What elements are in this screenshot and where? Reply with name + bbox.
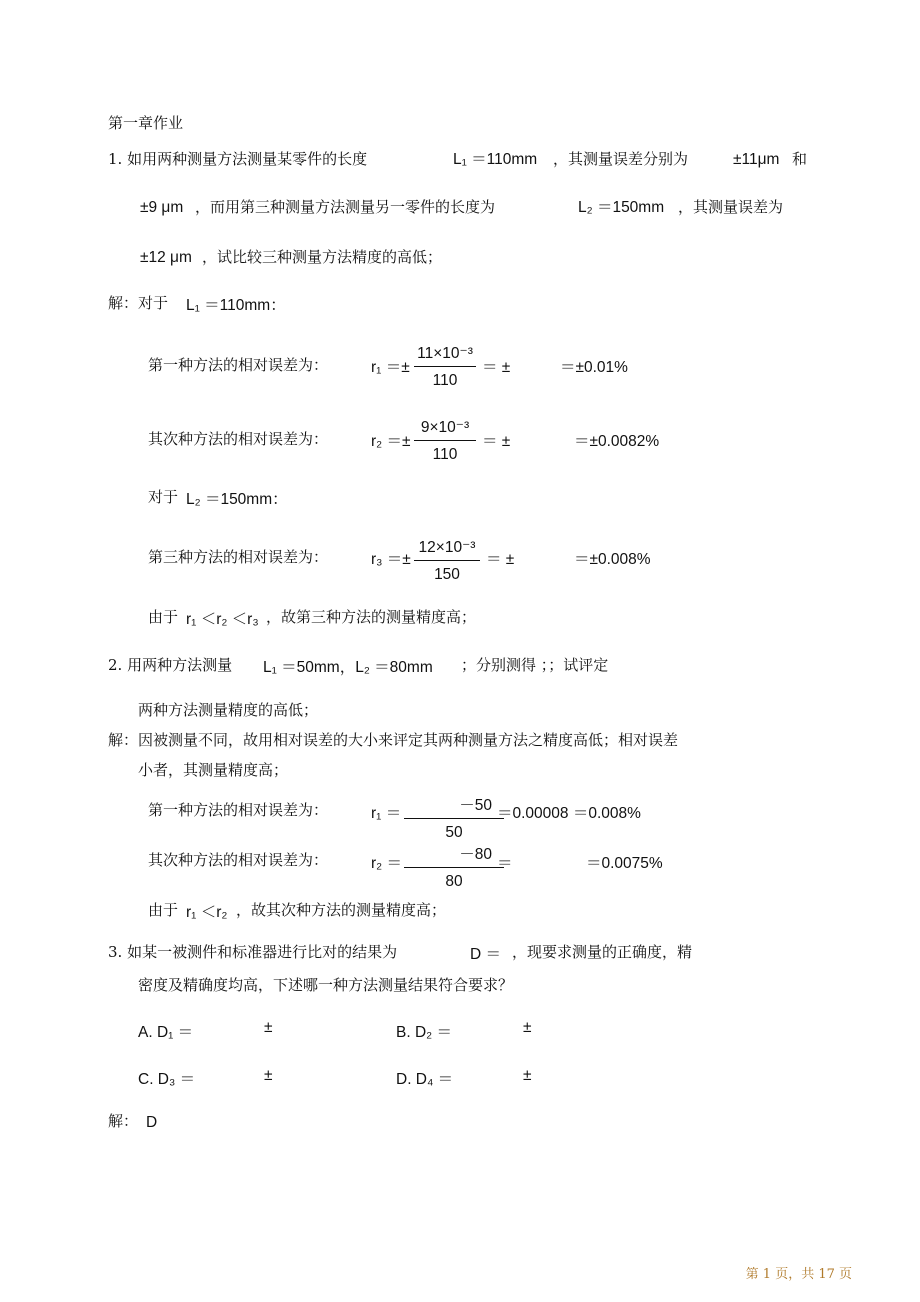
q3-option-d: D. D₄ ＝ bbox=[396, 1071, 454, 1088]
q3-option-b: B. D₂ ＝ bbox=[396, 1024, 452, 1041]
q1-line2-text: ，而用第三种测量方法测量另一零件的长度为 bbox=[195, 198, 496, 216]
a2-method1-result: ＝0.00008 ＝0.008% bbox=[497, 805, 641, 822]
a2-method1-lhs: r₁ ＝ bbox=[371, 805, 402, 822]
a1-method2-numerator: 9×10⁻³ bbox=[420, 419, 470, 436]
a1-for2-text: 对于 bbox=[148, 488, 179, 506]
a1-method3-label: 第三种方法的相对误差为： bbox=[148, 548, 329, 566]
q2-line1-rest: ；分别测得 ；；试评定 bbox=[461, 656, 609, 674]
a2-method2-mid: ＝ bbox=[497, 855, 513, 872]
a2-method2-denominator: 80 bbox=[445, 873, 463, 890]
a1-method1-numerator: 11×10⁻³ bbox=[417, 345, 473, 362]
a1-intro-math: L₁ ＝110mm： bbox=[186, 297, 286, 314]
q2-line2-text: 两种方法测量精度的高低； bbox=[138, 701, 319, 719]
a1-method1-denominator: 110 bbox=[432, 372, 458, 389]
a1-intro-text: 解：对于 bbox=[108, 294, 169, 312]
q1-line1-error: ±11μm bbox=[733, 151, 780, 168]
page-footer: 第 1 页，共 17 页 bbox=[745, 1267, 852, 1282]
a2-method1-label: 第一种方法的相对误差为： bbox=[148, 801, 329, 819]
a2-line1: 解：因被测量不同，故用相对误差的大小来评定其两种测量方法之精度高低；相对误差 bbox=[108, 731, 679, 749]
a2-method2-fraction bbox=[404, 842, 504, 891]
q2-line1-text: 2. 用两种方法测量 bbox=[108, 656, 233, 674]
q2-line1-math: L₁ ＝50mm，L₂ ＝80mm bbox=[263, 659, 433, 676]
a1-for2-math: L₂ ＝150mm： bbox=[186, 491, 288, 508]
q3-option-c: C. D₃ ＝ bbox=[138, 1071, 196, 1088]
a1-method2-fraction bbox=[414, 418, 476, 464]
a1-method3-mid: ＝ ± bbox=[486, 551, 515, 568]
q1-line1-math: L₁ ＝110mm bbox=[453, 151, 538, 168]
a1-method1-fraction bbox=[414, 344, 476, 390]
page-heading: 第一章作业 bbox=[108, 114, 184, 132]
a3-answer: D bbox=[146, 1114, 158, 1131]
a1-conclusion-math: r₁ ＜r₂ ＜r₃ bbox=[186, 611, 259, 628]
q3-option-c-pm: ± bbox=[264, 1067, 273, 1084]
q3-option-a: A. D₁ ＝ bbox=[138, 1024, 194, 1041]
q1-line1-rest: ，其测量误差分别为 bbox=[553, 150, 689, 168]
a2-method2-result: ＝0.0075% bbox=[586, 855, 663, 872]
a1-method2-denominator: 110 bbox=[432, 446, 458, 463]
a1-method1-mid: ＝ ± bbox=[482, 359, 511, 376]
q1-line1-and: 和 bbox=[792, 150, 808, 168]
a2-method2-label: 其次种方法的相对误差为： bbox=[148, 851, 329, 869]
q1-line2-error: ±9 μm bbox=[140, 199, 184, 216]
a1-method3-lhs: r₃ ＝± bbox=[371, 551, 411, 568]
q3-line1-rest: ，现要求测量的正确度，精 bbox=[512, 943, 693, 961]
q3-option-b-pm: ± bbox=[523, 1019, 532, 1036]
a1-method1-lhs: r₁ ＝± bbox=[371, 359, 410, 376]
q3-line1-text: 3. 如某一被测件和标准器进行比对的结果为 bbox=[108, 943, 398, 961]
q1-line2-rest: ，其测量误差为 bbox=[678, 198, 784, 216]
a1-method3-denominator: 150 bbox=[434, 566, 460, 583]
a1-method2-result: ＝±0.0082% bbox=[574, 433, 660, 450]
a2-conclusion-text: 由于 bbox=[148, 901, 179, 919]
a2-conclusion-rest: ，故其次种方法的测量精度高； bbox=[236, 901, 447, 919]
q3-option-a-pm: ± bbox=[264, 1019, 273, 1036]
a1-method3-numerator: 12×10⁻³ bbox=[418, 539, 476, 556]
q1-line3-text: ，试比较三种测量方法精度的高低； bbox=[202, 248, 443, 266]
a2-conclusion-math: r₁ ＜r₂ bbox=[186, 904, 228, 921]
a1-method3-result: ＝±0.008% bbox=[574, 551, 651, 568]
q1-line3-error: ±12 μm bbox=[140, 249, 192, 266]
q3-option-d-pm: ± bbox=[523, 1067, 532, 1084]
a2-method2-numerator: －80 bbox=[459, 846, 492, 863]
a2-method2-lhs: r₂ ＝ bbox=[371, 855, 402, 872]
q3-line2-text: 密度及精确度均高，下述哪一种方法测量结果符合要求？ bbox=[138, 976, 514, 994]
q1-line2-math: L₂ ＝150mm bbox=[578, 199, 665, 216]
a1-method1-label: 第一种方法的相对误差为： bbox=[148, 356, 329, 374]
a2-method1-denominator: 50 bbox=[445, 824, 463, 841]
a2-method1-numerator: －50 bbox=[459, 797, 492, 814]
a1-method2-mid: ＝ ± bbox=[482, 433, 511, 450]
a1-method2-label: 其次种方法的相对误差为： bbox=[148, 430, 329, 448]
a2-line2: 小者，其测量精度高； bbox=[138, 761, 289, 779]
a1-method1-result: ＝±0.01% bbox=[560, 359, 628, 376]
a1-conclusion-text: 由于 bbox=[148, 608, 179, 626]
a3-label: 解： bbox=[108, 1112, 139, 1130]
a2-method1-fraction bbox=[404, 793, 504, 842]
q1-line1-text: 1. 如用两种测量方法测量某零件的长度 bbox=[108, 150, 368, 168]
q3-line1-math: D ＝ bbox=[470, 946, 502, 963]
a1-method3-fraction bbox=[414, 538, 480, 584]
a1-method2-lhs: r₂ ＝± bbox=[371, 433, 411, 450]
a1-conclusion-rest: ，故第三种方法的测量精度高； bbox=[266, 608, 477, 626]
